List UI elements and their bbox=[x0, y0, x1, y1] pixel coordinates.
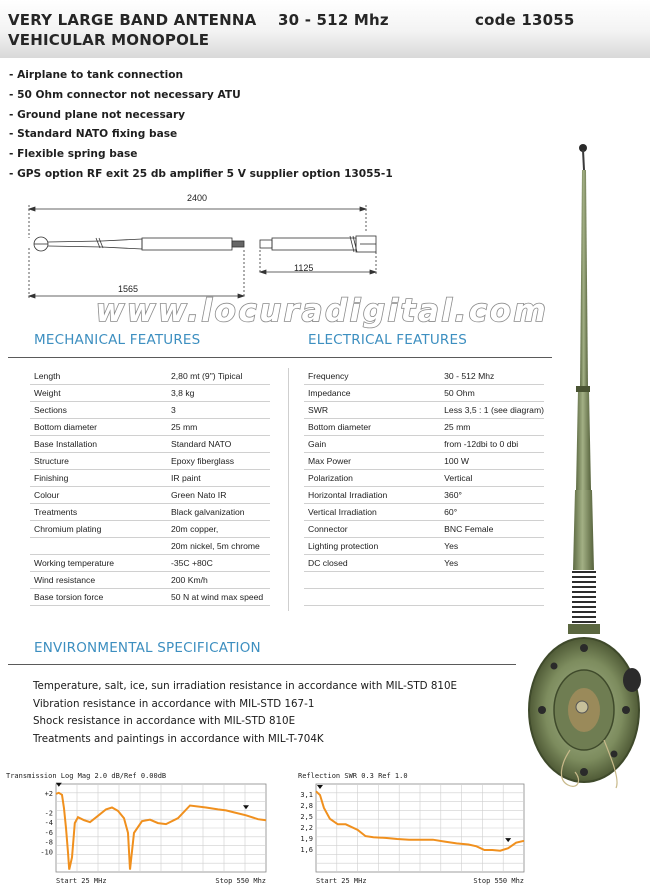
spec-label: Base Installation bbox=[30, 436, 167, 453]
spec-label: Horizontal Irradiation bbox=[304, 487, 440, 504]
spec-value: from -12dbi to 0 dbi bbox=[440, 436, 544, 453]
spec-value bbox=[440, 589, 544, 606]
y-tick-label: -8 bbox=[44, 838, 53, 847]
spec-label: Chromium plating bbox=[30, 521, 167, 538]
chart-header: Transmission Log Mag 2.0 dB/Ref 0.00dB bbox=[6, 772, 167, 780]
spec-value: Vertical bbox=[440, 470, 544, 487]
spec-label bbox=[304, 589, 440, 606]
spec-row bbox=[30, 555, 270, 572]
spec-value: 3 bbox=[167, 402, 270, 419]
spec-row bbox=[30, 436, 270, 453]
spec-row bbox=[304, 521, 544, 538]
spec-row bbox=[304, 555, 544, 572]
spec-row bbox=[30, 402, 270, 419]
spec-row bbox=[30, 504, 270, 521]
spec-row bbox=[304, 385, 544, 402]
page-subtitle: VEHICULAR MONOPOLE bbox=[8, 31, 210, 49]
spec-value: Yes bbox=[440, 555, 544, 572]
spec-value: 200 Km/h bbox=[167, 572, 270, 589]
y-tick-label: 2,8 bbox=[300, 802, 313, 810]
y-tick-label: 2,2 bbox=[300, 824, 313, 832]
mechanical-table bbox=[30, 368, 270, 606]
transmission-chart bbox=[4, 768, 272, 889]
y-tick-label: 1,9 bbox=[300, 835, 313, 843]
spec-value bbox=[440, 572, 544, 589]
y-tick-label: -4 bbox=[44, 819, 53, 828]
spec-row bbox=[30, 453, 270, 470]
spec-value: Yes bbox=[440, 538, 544, 555]
environmental-item: Temperature, salt, ice, sun irradiation resistance in accordance with MIL-STD 810E bbox=[33, 680, 458, 692]
spec-label: Lighting protection bbox=[304, 538, 440, 555]
spec-value: 50 Ohm bbox=[440, 385, 544, 402]
spec-value: 25 mm bbox=[440, 419, 544, 436]
spec-label: Structure bbox=[30, 453, 167, 470]
feature-item: - Airplane to tank connection bbox=[9, 69, 184, 81]
spec-value: 2,80 mt (9") Tipical bbox=[167, 368, 270, 385]
spec-label: DC closed bbox=[304, 555, 440, 572]
spec-row bbox=[304, 368, 544, 385]
dimension-total: 2400 bbox=[187, 193, 208, 203]
spec-row bbox=[30, 368, 270, 385]
spec-row bbox=[30, 419, 270, 436]
spec-row bbox=[304, 487, 544, 504]
environmental-item: Shock resistance in accordance with MIL-STD 810E bbox=[33, 715, 296, 728]
spec-label: Length bbox=[30, 368, 167, 385]
spec-value: -35C +80C bbox=[167, 555, 270, 572]
spec-value: Epoxy fiberglass bbox=[167, 453, 270, 470]
spec-label: Bottom diameter bbox=[30, 419, 167, 436]
spec-label: Finishing bbox=[30, 470, 167, 487]
spec-row bbox=[30, 385, 270, 402]
environmental-heading: ENVIRONMENTAL SPECIFICATION bbox=[34, 640, 261, 656]
product-code: code 13055 bbox=[475, 11, 575, 29]
spec-row bbox=[304, 589, 544, 606]
spec-value: 25 mm bbox=[167, 419, 270, 436]
spec-row bbox=[304, 436, 544, 453]
feature-item: - GPS option RF exit 25 db amplifier 5 V supplier option 13055-1 bbox=[9, 167, 393, 180]
start-label: Start 25 MHz bbox=[316, 877, 367, 885]
dimension-drawing bbox=[10, 190, 410, 300]
spec-row bbox=[30, 538, 270, 555]
spec-label: Base torsion force bbox=[30, 589, 167, 606]
spec-value: 20m copper, bbox=[167, 521, 270, 538]
spec-value: 100 W bbox=[440, 453, 544, 470]
spec-label bbox=[304, 572, 440, 589]
feature-item: - Standard NATO fixing base bbox=[9, 128, 178, 141]
spec-row bbox=[304, 419, 544, 436]
environmental-item: Treatments and paintings in accordance with MIL-T-704K bbox=[33, 732, 324, 745]
spec-label: Frequency bbox=[304, 368, 440, 385]
spec-value: BNC Female bbox=[440, 521, 544, 538]
feature-item: - Ground plane not necessary bbox=[9, 108, 186, 121]
header-band bbox=[0, 0, 650, 58]
spec-label: SWR bbox=[304, 402, 440, 419]
electrical-heading: ELECTRICAL FEATURES bbox=[308, 332, 467, 348]
watermark-text: www.locuradigital.com bbox=[95, 293, 549, 329]
start-label: Start 25 MHz bbox=[56, 877, 107, 885]
spec-row bbox=[304, 402, 544, 419]
feature-list bbox=[9, 66, 393, 185]
section-divider bbox=[8, 664, 516, 665]
spec-value: Standard NATO bbox=[167, 436, 270, 453]
dimension-right: 1125 bbox=[294, 263, 314, 273]
stop-label: Stop 550 Mhz bbox=[215, 877, 266, 885]
table-separator bbox=[288, 368, 289, 611]
y-tick-label: 3,1 bbox=[300, 791, 313, 799]
spec-label: Colour bbox=[30, 487, 167, 504]
spec-label: Vertical Irradiation bbox=[304, 504, 440, 521]
spec-value: 60° bbox=[440, 504, 544, 521]
spec-value: IR paint bbox=[167, 470, 270, 487]
spec-row bbox=[30, 589, 270, 606]
y-tick-label: -6 bbox=[44, 828, 53, 837]
feature-item: - Flexible spring base bbox=[9, 148, 138, 161]
frequency-range: 30 - 512 Mhz bbox=[278, 11, 389, 29]
spec-label: Polarization bbox=[304, 470, 440, 487]
spec-value: 30 - 512 Mhz bbox=[440, 368, 544, 385]
spec-row bbox=[304, 470, 544, 487]
reflection-chart bbox=[296, 768, 532, 889]
spec-value: 3,8 kg bbox=[167, 385, 270, 402]
spec-label bbox=[30, 538, 167, 555]
chart-header: Reflection SWR 0.3 Ref 1.0 bbox=[298, 772, 408, 780]
section-divider bbox=[8, 357, 552, 358]
spec-label: Max Power bbox=[304, 453, 440, 470]
spec-label: Bottom diameter bbox=[304, 419, 440, 436]
feature-item: - 50 Ohm connector not necessary ATU bbox=[9, 88, 241, 101]
spec-row bbox=[30, 487, 270, 504]
spec-value: 50 N at wind max speed bbox=[167, 589, 270, 606]
spec-value: Less 3,5 : 1 (see diagram) bbox=[440, 402, 544, 419]
y-tick-label: +2 bbox=[44, 789, 53, 798]
environmental-item: Vibration resistance in accordance with MIL-STD 167-1 bbox=[33, 697, 315, 710]
spec-label: Impedance bbox=[304, 385, 440, 402]
spec-value: 360° bbox=[440, 487, 544, 504]
mechanical-heading: MECHANICAL FEATURES bbox=[34, 332, 201, 348]
spec-row bbox=[30, 521, 270, 538]
spec-label: Working temperature bbox=[30, 555, 167, 572]
spec-value: Black galvanization bbox=[167, 504, 270, 521]
spec-label: Wind resistance bbox=[30, 572, 167, 589]
y-tick-label: -10 bbox=[40, 848, 53, 857]
spec-label: Weight bbox=[30, 385, 167, 402]
page-title: VERY LARGE BAND ANTENNA bbox=[8, 11, 257, 29]
spec-row bbox=[304, 453, 544, 470]
spec-row bbox=[30, 470, 270, 487]
spec-value: 20m nickel, 5m chrome bbox=[167, 538, 270, 555]
spec-value: Green Nato IR bbox=[167, 487, 270, 504]
electrical-table bbox=[304, 368, 544, 606]
environmental-list bbox=[33, 678, 457, 748]
y-tick-label: 1,6 bbox=[300, 846, 313, 854]
spec-row bbox=[304, 572, 544, 589]
spec-row bbox=[304, 504, 544, 521]
stop-label: Stop 550 Mhz bbox=[473, 877, 524, 885]
dimension-left: 1565 bbox=[118, 284, 139, 294]
spec-label: Connector bbox=[304, 521, 440, 538]
spec-label: Gain bbox=[304, 436, 440, 453]
spec-label: Treatments bbox=[30, 504, 167, 521]
y-tick-label: 2,5 bbox=[300, 813, 313, 821]
spec-row bbox=[30, 572, 270, 589]
spec-label: Sections bbox=[30, 402, 167, 419]
spec-row bbox=[304, 538, 544, 555]
y-tick-label: -2 bbox=[44, 809, 53, 818]
